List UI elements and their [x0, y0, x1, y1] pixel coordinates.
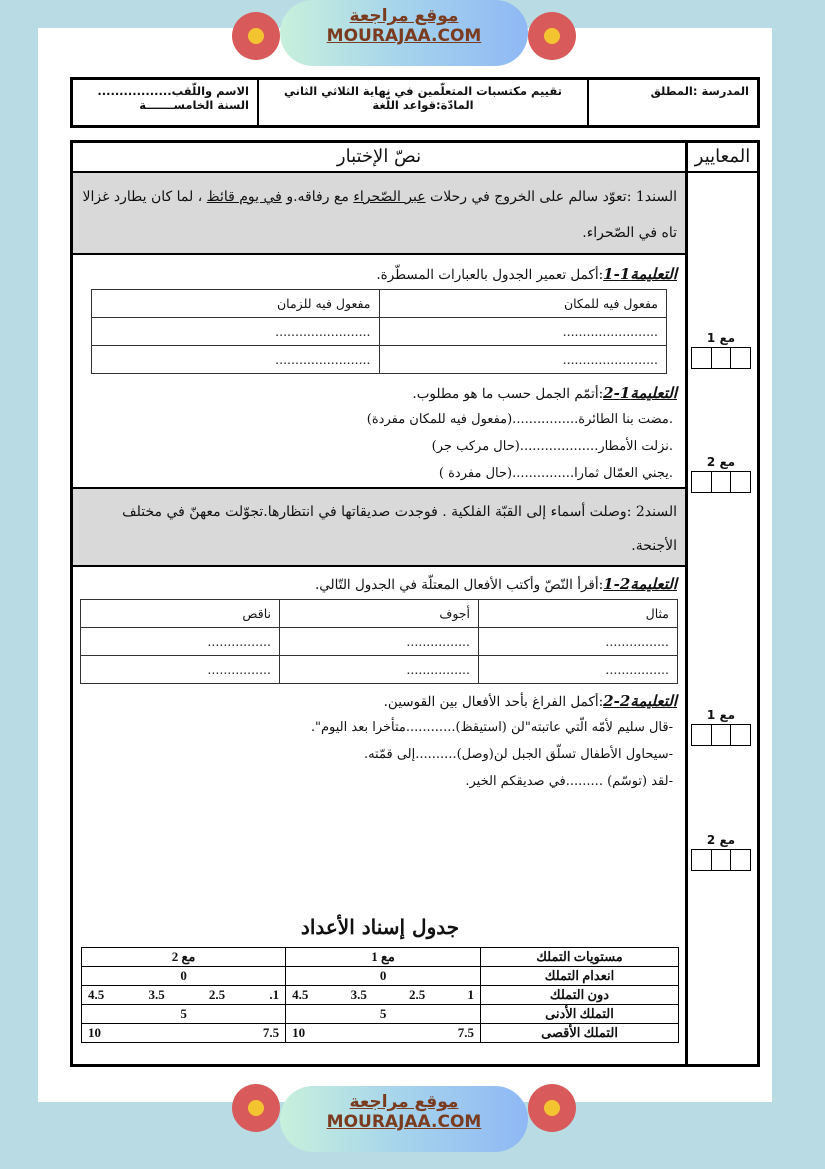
answer-cell[interactable]: ................ — [81, 628, 280, 656]
logo-icon — [528, 12, 576, 60]
score-boxes[interactable] — [691, 347, 751, 369]
banner-en: MOURAJAA.COM — [326, 1112, 482, 1132]
grading-title: جدول إسناد الأعداد — [300, 915, 460, 939]
instruction-1-2: التعليمة1-2:أتمّم الجمل حسب ما هو مطلوب. — [412, 384, 677, 402]
logo-icon — [528, 1084, 576, 1132]
grading-table: مستويات التملك مع 1 مع 2 انعدام التملك 0 0 دون التملك 4.5 3.5 2.5 1 4.5 3.5 2.5 .1 التملك الأدنى 5 5 التملك الأقصى 10 7.5 10 7.5 — [81, 947, 679, 1043]
score-q21: مع 1 — [691, 708, 751, 746]
score-q22: مع 2 — [691, 833, 751, 871]
instruction-1-1: التعليمة1-1:أكمل تعمير الجدول بالعبارات المسطّرة. — [376, 265, 677, 283]
test-title: نصّ الإختبار — [73, 143, 685, 173]
sentence[interactable]: -قال سليم لأمّه الّتي عاتبته"لن (استيقظ)............متأخرا بعد اليوم". — [310, 720, 673, 735]
score-boxes[interactable] — [691, 724, 751, 746]
instruction-2-2: التعليمة2-2:أكمل الفراغ بأحد الأفعال بين القوسين. — [383, 692, 677, 710]
sanad-2: السند2 :وصلت أسماء إلى القبّة الفلكية . فوجدت صديقاتها في انتظارها.تجوّلت معهنّ في مختلف الأجنحة. — [73, 489, 685, 567]
exam-header — [70, 77, 760, 128]
banner-en: MOURAJAA.COM — [326, 26, 482, 46]
subject: المادّة:قواعد اللّغة — [372, 98, 474, 112]
instruction-2-1: التعليمة2-1:أقرأ النّصّ وأكتب الأفعال المعتلّة في الجدول التّالي. — [314, 575, 677, 593]
sentence[interactable]: -لقد (توسّم) .........في صديقكم الخير. — [465, 774, 673, 789]
answer-cell[interactable]: ................ — [479, 628, 678, 656]
score-q12: مع 2 — [691, 455, 751, 493]
sentence[interactable]: .يجني العمّال ثمارا...............(حال مفردة ) — [73, 460, 685, 489]
logo-icon — [232, 12, 280, 60]
criteria-header: المعايير — [688, 143, 757, 173]
banner-ar: موقع مراجعة — [349, 6, 459, 26]
exam-body — [70, 140, 760, 1067]
score-boxes[interactable] — [691, 849, 751, 871]
banner-ar: موقع مراجعة — [349, 1092, 459, 1112]
table-q21: مثال أجوف ناقص ................ ................ ................ ................ ................ ................ — [80, 599, 678, 684]
answer-cell[interactable]: ........................ — [379, 346, 667, 374]
criteria-column — [685, 143, 757, 1064]
school: المدرسة :المطلق — [587, 80, 757, 125]
year: السنة الخامســـــــة — [139, 98, 249, 112]
answer-cell[interactable]: ................ — [280, 628, 479, 656]
answer-cell[interactable]: ........................ — [92, 318, 380, 346]
sanad-1: السند1 :تعوّد سالم على الخروج في رحلات عبر الصّحراء مع رفاقه.و في يوم قائظ ، لما كان يطارد غزالا تاه في الصّحراء. — [73, 173, 685, 255]
grading-table-section — [81, 915, 679, 1043]
exam-title: تقييم مكتسبات المتعلّمين في نهاية الثلاثي الثاني — [284, 84, 562, 98]
answer-cell[interactable]: ................ — [280, 656, 479, 684]
answer-cell[interactable]: ................ — [479, 656, 678, 684]
sentence[interactable]: .مضت بنا الطائرة................(مفعول فيه للمكان مفردة) — [366, 412, 673, 427]
score-q11: مع 1 — [691, 331, 751, 369]
site-banner-top[interactable] — [280, 0, 528, 66]
sentence[interactable]: -سيحاول الأطفال تسلّق الجبل لن(وصل)..........إلى قمّته. — [363, 747, 673, 762]
table-q11: مفعول فيه للمكان مفعول فيه للزمان ........................ ........................ ........................ ........................ — [91, 289, 667, 374]
sentence[interactable]: .نزلت الأمطار...................(حال مركب جر) — [431, 439, 673, 454]
answer-cell[interactable]: ........................ — [92, 346, 380, 374]
answer-cell[interactable]: ................ — [81, 656, 280, 684]
site-banner-bottom[interactable] — [280, 1086, 528, 1152]
logo-icon — [232, 1084, 280, 1132]
score-boxes[interactable] — [691, 471, 751, 493]
student-name: الاسم واللّقب................. — [97, 84, 249, 98]
answer-cell[interactable]: ........................ — [379, 318, 667, 346]
